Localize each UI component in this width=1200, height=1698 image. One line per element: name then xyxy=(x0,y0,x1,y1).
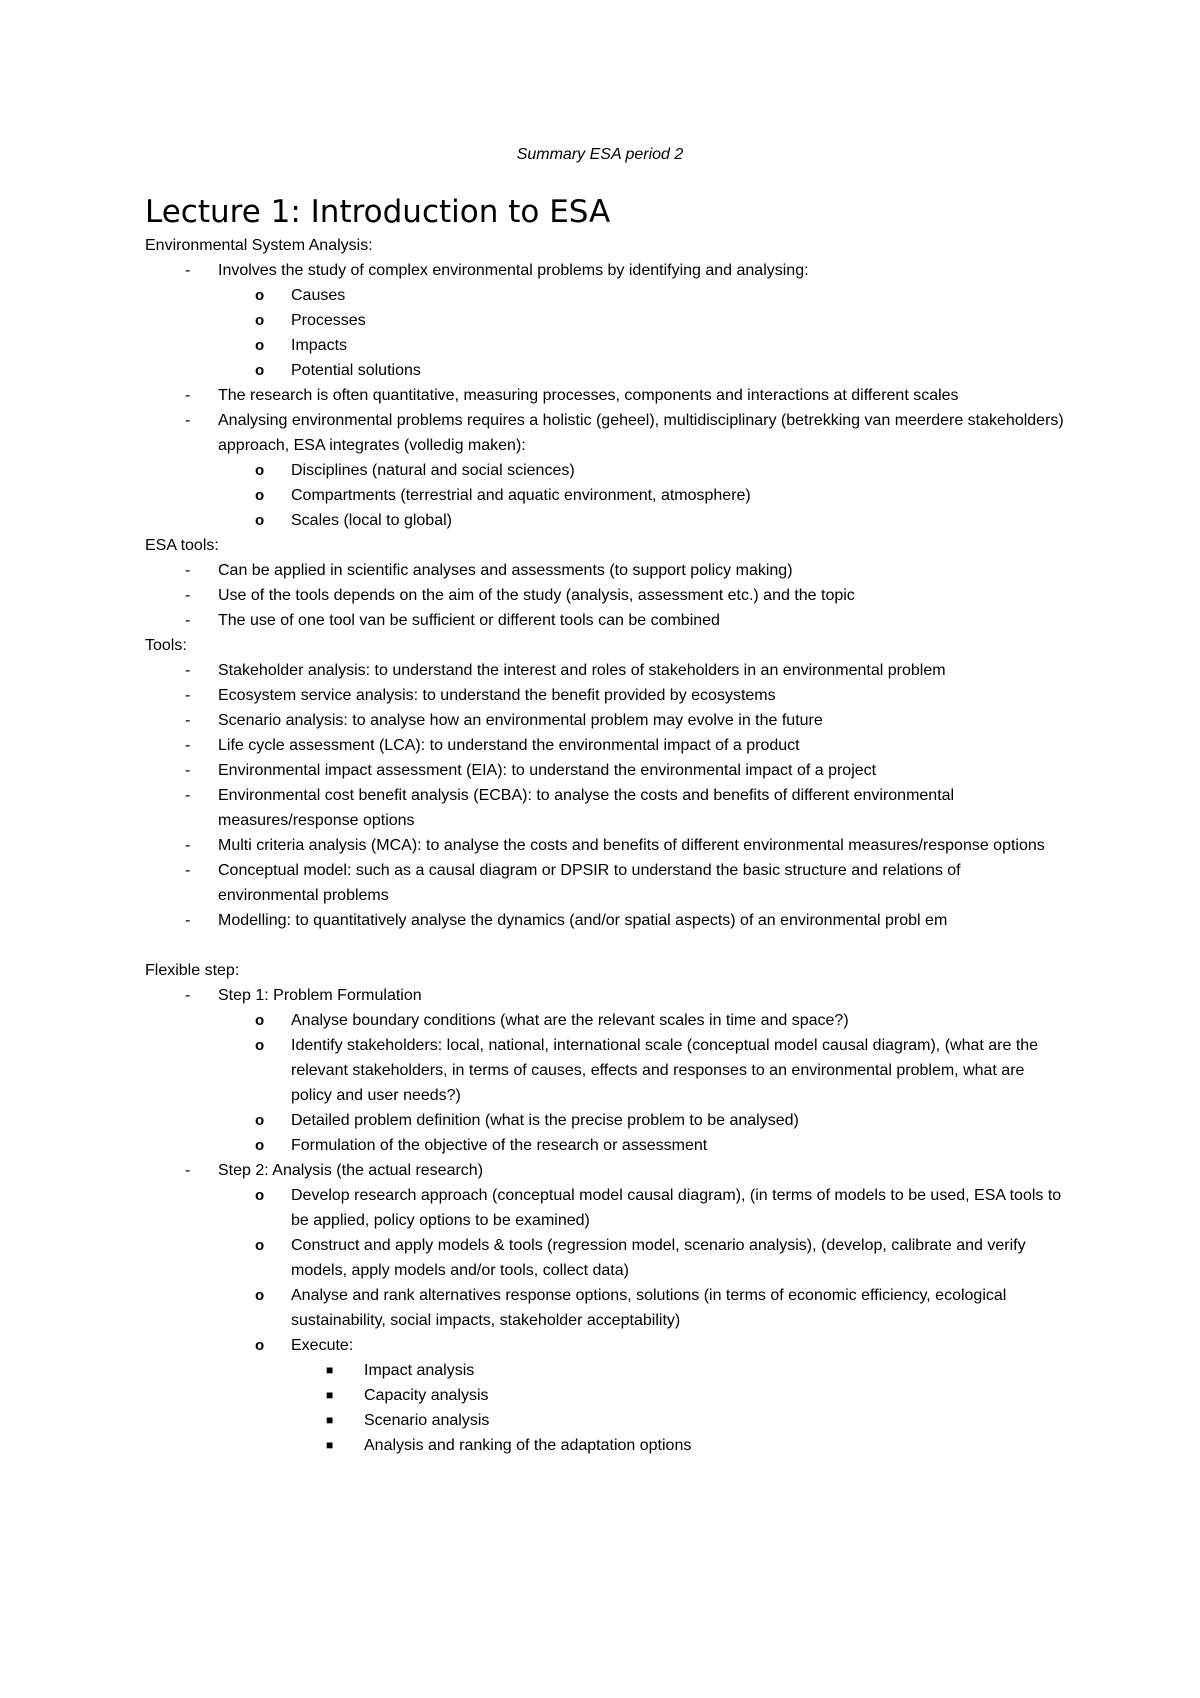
dash-bullet-marker: - xyxy=(185,737,191,754)
bullet-item xyxy=(145,658,1065,683)
sub-bullet-item xyxy=(145,1233,1065,1283)
dash-bullet-marker: - xyxy=(185,712,191,729)
bullet-item xyxy=(145,908,1065,933)
nested-bullet-list xyxy=(218,1183,1065,1458)
bullet-text: Impact analysis xyxy=(364,1362,475,1379)
section-heading: Environmental System Analysis: xyxy=(145,237,373,254)
bullet-item xyxy=(145,833,1065,858)
sub-bullet-item xyxy=(145,458,1065,483)
square-bullet-marker: ■ xyxy=(326,1388,334,1402)
circle-bullet-marker: o xyxy=(255,312,265,329)
circle-bullet-marker: o xyxy=(255,1112,265,1129)
nested-bullet-list xyxy=(291,1358,1065,1458)
bullet-text: Capacity analysis xyxy=(364,1387,489,1404)
sub-sub-bullet-item xyxy=(145,1408,1065,1433)
bullet-text: Analysis and ranking of the adaptation options xyxy=(364,1437,692,1454)
bullet-item xyxy=(145,1158,1065,1458)
nested-bullet-list xyxy=(218,458,1065,533)
dash-bullet-marker: - xyxy=(185,662,191,679)
bullet-text: Stakeholder analysis: to understand the interest and roles of stakeholders in an environmental problem xyxy=(218,662,946,679)
sub-bullet-item xyxy=(145,308,1065,333)
sub-sub-bullet-item xyxy=(145,1433,1065,1458)
bullet-item xyxy=(145,733,1065,758)
bullet-item xyxy=(145,558,1065,583)
bullet-text: The use of one tool van be sufficient or different tools can be combined xyxy=(218,612,720,629)
sub-bullet-item xyxy=(145,1183,1065,1233)
dash-bullet-marker: - xyxy=(185,262,191,279)
dash-bullet-marker: - xyxy=(185,912,191,929)
sub-bullet-item xyxy=(145,1008,1065,1033)
dash-bullet-marker: - xyxy=(185,987,191,1004)
sub-bullet-item xyxy=(145,1108,1065,1133)
document-subtitle: Summary ESA period 2 xyxy=(516,146,684,163)
dash-bullet-marker: - xyxy=(185,412,191,429)
bullet-list xyxy=(145,258,1065,533)
circle-bullet-marker: o xyxy=(255,1337,265,1354)
square-bullet-marker: ■ xyxy=(326,1363,334,1377)
circle-bullet-marker: o xyxy=(255,362,265,379)
sub-bullet-item xyxy=(145,1283,1065,1333)
bullet-list xyxy=(145,658,1065,933)
square-bullet-marker: ■ xyxy=(326,1413,334,1427)
sub-sub-bullet-item xyxy=(145,1383,1065,1408)
bullet-text: Impacts xyxy=(291,337,348,354)
dash-bullet-marker: - xyxy=(185,837,191,854)
bullet-text: Identify stakeholders: local, national, international scale (conceptual model causal diagram), (what are the relevant stakeholders, in terms of causes, effects and responses to an environmental problem, what are policy and user needs?) xyxy=(291,1037,1039,1104)
bullet-text: Use of the tools depends on the aim of the study (analysis, assessment etc.) and the topic xyxy=(218,587,855,604)
dash-bullet-marker: - xyxy=(185,612,191,629)
bullet-text: Analysing environmental problems requires a holistic (geheel), multidisciplinary (betrekking van meerdere stakeholders) approach, ESA integrates (volledig maken): xyxy=(218,412,1064,454)
bullet-text: Multi criteria analysis (MCA): to analyse the costs and benefits of different environmental measures/response options xyxy=(218,837,1045,854)
bullet-item xyxy=(145,583,1065,608)
bullet-item xyxy=(145,608,1065,633)
bullet-item xyxy=(145,783,1065,833)
bullet-text: Compartments (terrestrial and aquatic environment, atmosphere) xyxy=(291,487,751,504)
sub-bullet-item xyxy=(145,358,1065,383)
section-heading: Flexible step: xyxy=(145,962,240,979)
bullet-text: Step 2: Analysis (the actual research) xyxy=(218,1162,484,1179)
dash-bullet-marker: - xyxy=(185,587,191,604)
bullet-text: Environmental impact assessment (EIA): to understand the environmental impact of a project xyxy=(218,762,877,779)
bullet-text: Detailed problem definition (what is the precise problem to be analysed) xyxy=(291,1112,799,1129)
lecture-title: Lecture 1: Introduction to ESA xyxy=(145,194,611,230)
bullet-item xyxy=(145,408,1065,533)
sub-bullet-item xyxy=(145,1033,1065,1108)
bullet-text: Involves the study of complex environmental problems by identifying and analysing: xyxy=(218,262,809,279)
bullet-text: Analyse and rank alternatives response options, solutions (in terms of economic efficiency, ecological sustainability, social impacts, stakeholder acceptability) xyxy=(291,1287,1007,1329)
circle-bullet-marker: o xyxy=(255,1187,265,1204)
sub-bullet-item xyxy=(145,283,1065,308)
sub-bullet-item xyxy=(145,508,1065,533)
bullet-item xyxy=(145,683,1065,708)
circle-bullet-marker: o xyxy=(255,1137,265,1154)
bullet-text: Construct and apply models & tools (regression model, scenario analysis), (develop, calibrate and verify models, apply models and/or tools, collect data) xyxy=(291,1237,1026,1279)
circle-bullet-marker: o xyxy=(255,287,265,304)
bullet-item xyxy=(145,383,1065,408)
bullet-text: Step 1: Problem Formulation xyxy=(218,987,422,1004)
bullet-text: Life cycle assessment (LCA): to understand the environmental impact of a product xyxy=(218,737,800,754)
bullet-text: Conceptual model: such as a causal diagram or DPSIR to understand the basic structure and relations of environmental problems xyxy=(218,862,961,904)
circle-bullet-marker: o xyxy=(255,1012,265,1029)
bullet-text: Develop research approach (conceptual model causal diagram), (in terms of models to be used, ESA tools to be applied, policy options to be examined) xyxy=(291,1187,1062,1229)
document-body xyxy=(145,233,1065,1458)
sub-bullet-item xyxy=(145,333,1065,358)
dash-bullet-marker: - xyxy=(185,387,191,404)
bullet-text: Modelling: to quantitatively analyse the dynamics (and/or spatial aspects) of an environmental probl em xyxy=(218,912,948,929)
nested-bullet-list xyxy=(218,283,1065,383)
section-heading: ESA tools: xyxy=(145,537,219,554)
bullet-item xyxy=(145,758,1065,783)
square-bullet-marker: ■ xyxy=(326,1438,334,1452)
dash-bullet-marker: - xyxy=(185,1162,191,1179)
bullet-item xyxy=(145,708,1065,733)
bullet-text: The research is often quantitative, measuring processes, components and interactions at different scales xyxy=(218,387,959,404)
dash-bullet-marker: - xyxy=(185,862,191,879)
bullet-text: Can be applied in scientific analyses and assessments (to support policy making) xyxy=(218,562,793,579)
dash-bullet-marker: - xyxy=(185,687,191,704)
bullet-text: Scenario analysis xyxy=(364,1412,490,1429)
bullet-text: Potential solutions xyxy=(291,362,421,379)
circle-bullet-marker: o xyxy=(255,487,265,504)
dash-bullet-marker: - xyxy=(185,762,191,779)
circle-bullet-marker: o xyxy=(255,1237,265,1254)
bullet-text: Formulation of the objective of the research or assessment xyxy=(291,1137,708,1154)
sub-bullet-item xyxy=(145,1133,1065,1158)
bullet-text: Scenario analysis: to analyse how an environmental problem may evolve in the future xyxy=(218,712,823,729)
dash-bullet-marker: - xyxy=(185,787,191,804)
bullet-text: Ecosystem service analysis: to understand the benefit provided by ecosystems xyxy=(218,687,776,704)
bullet-list xyxy=(145,558,1065,633)
circle-bullet-marker: o xyxy=(255,1037,265,1054)
bullet-item xyxy=(145,858,1065,908)
bullet-text: Processes xyxy=(291,312,366,329)
sub-bullet-item xyxy=(145,483,1065,508)
circle-bullet-marker: o xyxy=(255,1287,265,1304)
circle-bullet-marker: o xyxy=(255,337,265,354)
bullet-text: Disciplines (natural and social sciences) xyxy=(291,462,575,479)
dash-bullet-marker: - xyxy=(185,562,191,579)
section-heading: Tools: xyxy=(145,637,187,654)
bullet-item xyxy=(145,258,1065,383)
bullet-text: Scales (local to global) xyxy=(291,512,452,529)
circle-bullet-marker: o xyxy=(255,512,265,529)
bullet-text: Environmental cost benefit analysis (ECBA): to analyse the costs and benefits of different environmental measures/response options xyxy=(218,787,955,829)
bullet-text: Execute: xyxy=(291,1337,354,1354)
bullet-text: Analyse boundary conditions (what are the relevant scales in time and space?) xyxy=(291,1012,849,1029)
bullet-item xyxy=(145,983,1065,1158)
nested-bullet-list xyxy=(218,1008,1065,1158)
sub-sub-bullet-item xyxy=(145,1358,1065,1383)
sub-bullet-item xyxy=(145,1333,1065,1458)
bullet-text: Causes xyxy=(291,287,346,304)
bullet-list xyxy=(145,983,1065,1458)
circle-bullet-marker: o xyxy=(255,462,265,479)
